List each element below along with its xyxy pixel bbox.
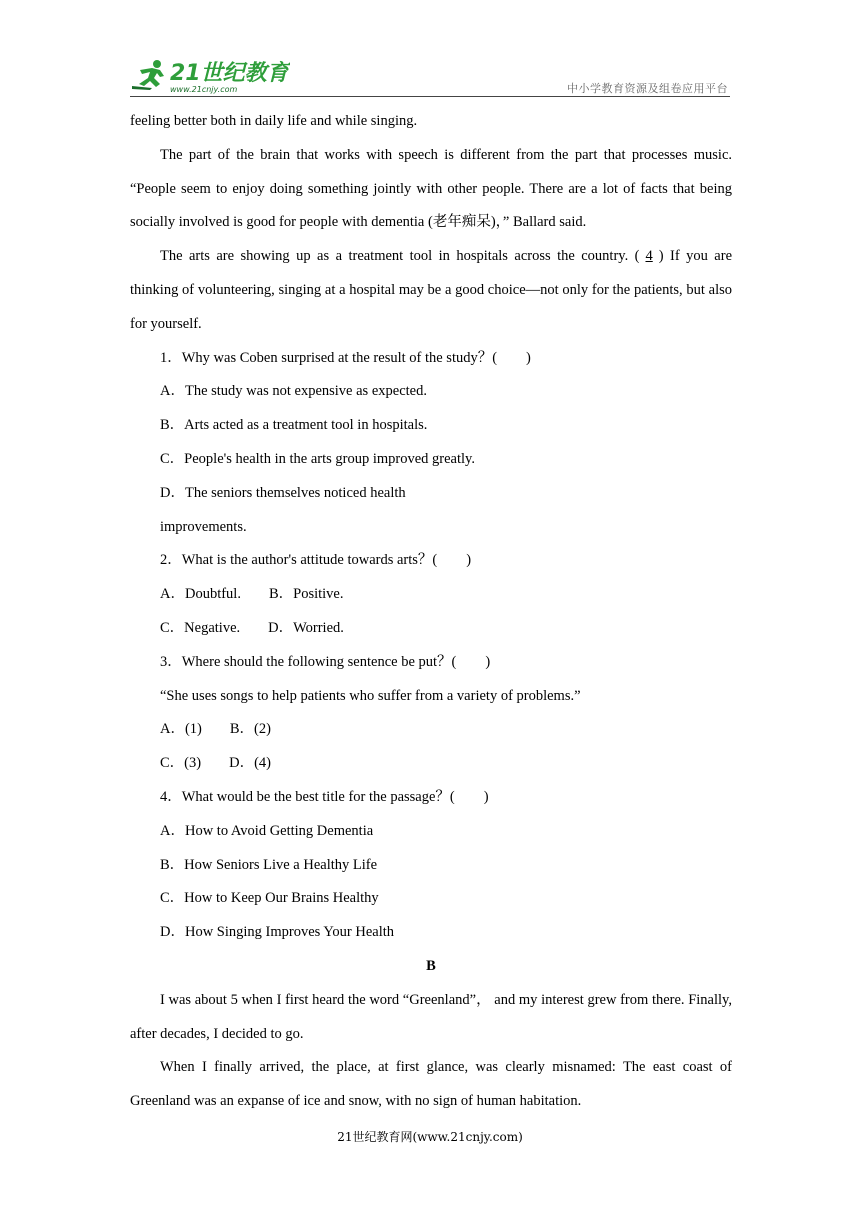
- question-1-option-b: B．Arts acted as a treatment tool in hospitals.: [160, 417, 428, 434]
- passage-a-paragraph-1: feeling better both in daily life and while singing.: [130, 113, 418, 129]
- blank-4: 4: [645, 248, 653, 265]
- passage-a-paragraph-2: The part of the brain that works with speech is different from the part that processes music. “People seem to enjoy doing something jointly with other people. There are a lot of facts that being socially involved is good for people with dementia (老年痴呆)，” Ballard said.: [130, 146, 732, 231]
- question-2-options-cd: [160, 612, 732, 646]
- paragraph-3-after: ) If you are thinking of volunteering, singing at a hospital may be a good choice—not only for the patients, but also for yourself.: [130, 248, 733, 332]
- question-1-option-c: C．People's health in the arts group improved greatly.: [160, 450, 475, 467]
- question-4-option-d: D．How Singing Improves Your Health: [160, 924, 395, 941]
- header-tagline: 中小学教育资源及组卷应用平台: [567, 82, 728, 95]
- logo-21cnjy: [130, 56, 290, 96]
- paragraph-3-before: The arts are showing up as a treatment tool in hospitals across the country. (: [160, 248, 640, 265]
- page-footer: 21世纪教育网(www.21cnjy.com): [337, 1130, 523, 1144]
- question-3-options-ab: [160, 713, 732, 747]
- question-3-option-b: B．(2): [229, 721, 271, 738]
- passage-b-paragraph-1: I was about 5 when I first heard the word “Greenland”， and my interest grew from there. Finally, after decades, I decided to go.: [130, 991, 732, 1042]
- question-3-option-a: A．(1): [160, 721, 202, 738]
- question-2-option-d: D．Worried.: [268, 619, 344, 636]
- question-2-options-ab: [160, 578, 732, 612]
- question-3-options-cd: [160, 747, 732, 781]
- section-b-heading: B: [426, 957, 436, 974]
- question-4-stem: 4．What would be the best title for the passage？( ): [160, 788, 489, 805]
- runner-icon: [132, 60, 164, 90]
- question-3-option-c: C．(3): [160, 755, 202, 772]
- passage-b-paragraph-2: When I finally arrived, the place, at first glance, was clearly misnamed: The east coast of Greenland was an expanse of ice and snow, with no sign of human habitation.: [130, 1059, 732, 1110]
- document-body: [130, 105, 732, 1119]
- question-2-option-a: A．Doubtful.: [160, 586, 241, 603]
- passage-a-paragraph-3: [130, 240, 732, 341]
- question-3-stem: 3．Where should the following sentence be put？( ): [160, 653, 491, 670]
- question-3-sentence: “She uses songs to help patients who suffer from a variety of problems.”: [160, 687, 581, 704]
- question-4-option-b: B．How Seniors Live a Healthy Life: [160, 856, 378, 873]
- question-3-option-d: D．(4): [229, 755, 271, 772]
- question-2-stem: 2．What is the author's attitude towards arts？( ): [160, 552, 472, 569]
- question-1-stem: 1．Why was Coben surprised at the result of the study？( ): [160, 349, 531, 366]
- question-1-option-a: A．The study was not expensive as expected.: [160, 383, 427, 400]
- svg-text:www.21cnjy.com: www.21cnjy.com: [170, 85, 238, 94]
- svg-text:21世纪教育: 21世纪教育: [170, 61, 289, 86]
- question-4-option-a: A．How to Avoid Getting Dementia: [160, 822, 374, 839]
- question-1-option-d-continued: improvements.: [160, 518, 247, 535]
- question-2-option-c: C．Negative.: [160, 619, 241, 636]
- question-4-option-c: C．How to Keep Our Brains Healthy: [160, 890, 379, 907]
- header-rule: [130, 96, 730, 97]
- question-2-option-b: B．Positive.: [268, 586, 344, 603]
- page-header: [130, 56, 730, 98]
- question-1-option-d: D．The seniors themselves noticed health: [160, 484, 406, 501]
